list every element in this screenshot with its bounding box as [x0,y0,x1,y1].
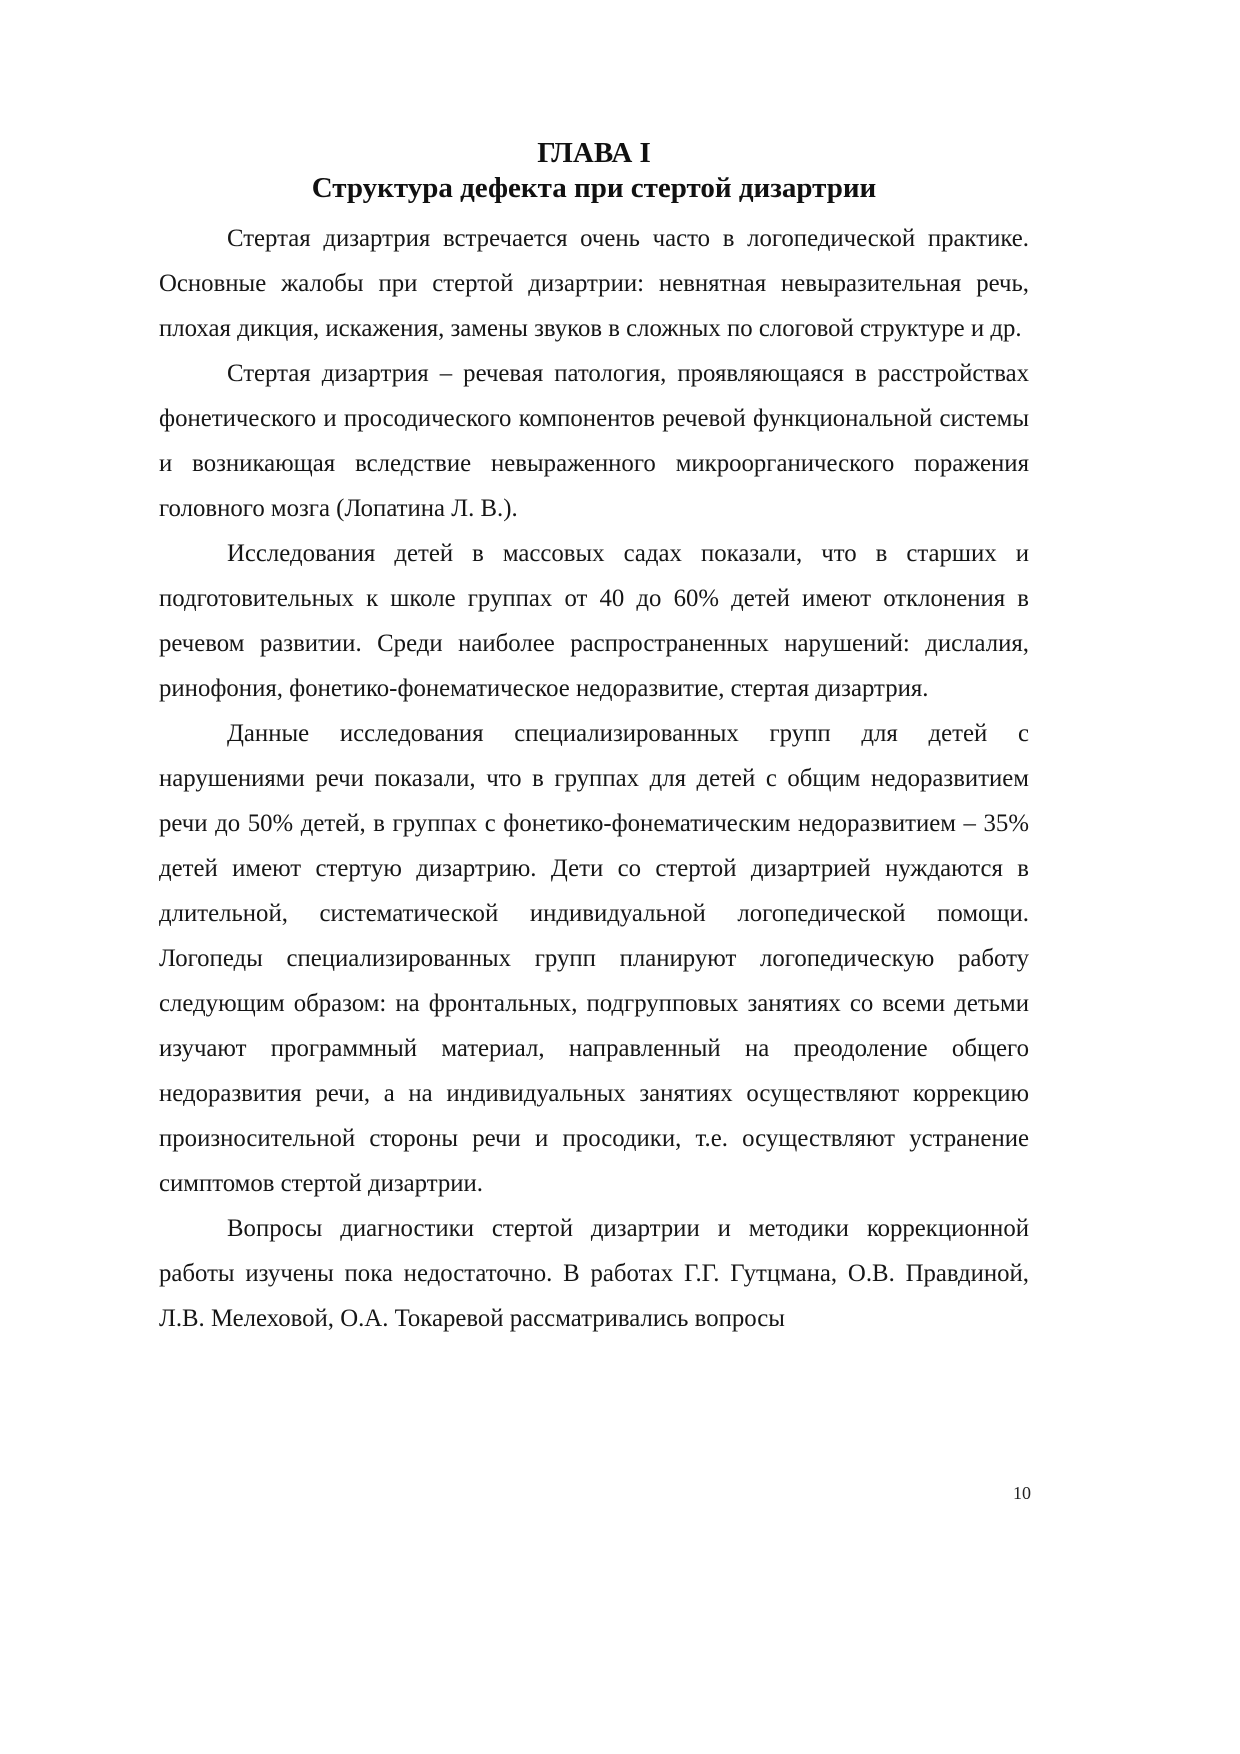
chapter-label: ГЛАВА I [537,137,651,169]
body-text [159,216,1029,1341]
page-number: 10 [1013,1483,1031,1503]
paragraph: Исследования детей в массовых садах показали, что в старших и подготовительных к школе группах от 40 до 60% детей имеют отклонения в речевом развитии. Среди наиболее распространенных нарушений: дислалия, ринофония, фонетико-фонематическое недоразвитие, стертая дизартрия. [159,540,1029,702]
paragraph: Стертая дизартрия – речевая патология, проявляющаяся в расстройствах фонетического и просодического компонентов речевой функциональной системы и возникающая вследствие невыраженного микроорганического поражения головного мозга (Лопатина Л. В.). [159,360,1029,522]
paragraph: Стертая дизартрия встречается очень часто в логопедической практике. Основные жалобы при стертой дизартрии: невнятная невыразительная речь, плохая дикция, искажения, замены звуков в сложных по слоговой структуре и др. [159,225,1029,342]
chapter-title: Структура дефекта при стертой дизартрии [311,172,877,204]
paragraph: Данные исследования специализированных групп для детей с нарушениями речи показали, что в группах для детей с общим недоразвитием речи до 50% детей, в группах с фонетико-фонематическим недоразвитием – 35% детей имеют стертую дизартрию. Дети со стертой дизартрией нуждаются в длительной, систематической индивидуальной логопедической помощи. Логопеды специализированных групп планируют логопедическую работу следующим образом: на фронтальных, подгрупповых занятиях со всеми детьми изучают программный материал, направленный на преодоление общего недоразвития речи, а на индивидуальных занятиях осуществляют коррекцию произносительной стороны речи и просодики, т.е. осуществляют устранение симптомов стертой дизартрии. [159,720,1029,1197]
paragraph: Вопросы диагностики стертой дизартрии и методики коррекционной работы изучены пока недостаточно. В работах Г.Г. Гутцмана, О.В. Правдиной, Л.В. Мелеховой, О.А. Токаревой рассматривались вопросы [159,1215,1029,1332]
